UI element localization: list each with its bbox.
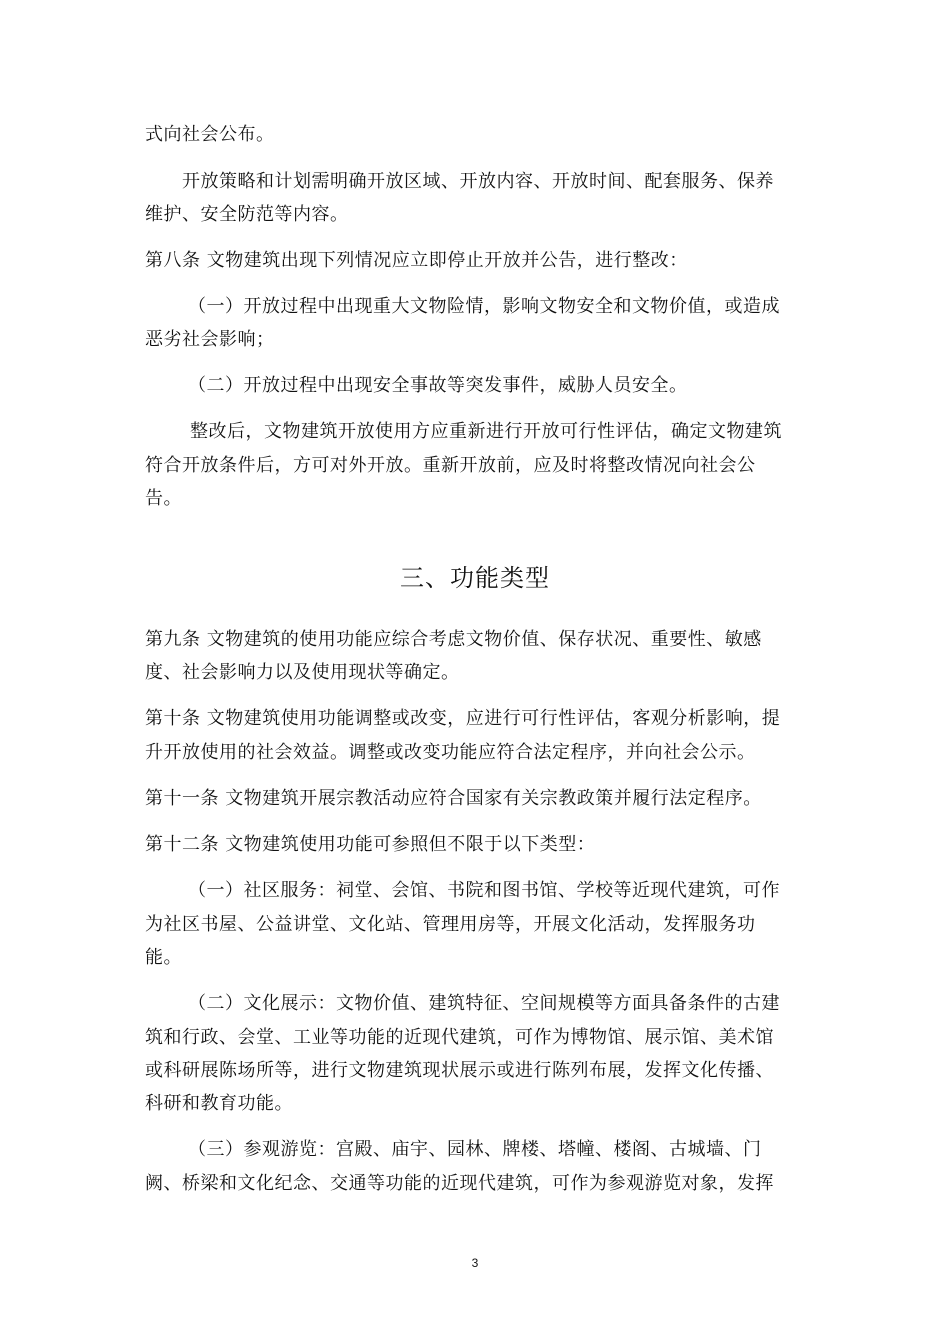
paragraph-line: 符合开放条件后，方可对外开放。重新开放前，应及时将整改情况向社会公 xyxy=(145,455,756,476)
list-item-line: （二）文化展示：文物价值、建筑特征、空间规模等方面具备条件的古建 xyxy=(188,993,780,1014)
list-item-line: （二）开放过程中出现安全事故等突发事件，威胁人员安全。 xyxy=(188,375,688,396)
article-line: 第九条 文物建筑的使用功能应综合考虑文物价值、保存状况、重要性、敏感 xyxy=(145,629,762,650)
paragraph-line: 告。 xyxy=(145,488,182,509)
section-heading: 三、功能类型 xyxy=(400,564,550,592)
paragraph-line: 开放策略和计划需明确开放区域、开放内容、开放时间、配套服务、保养 xyxy=(182,171,774,192)
article-heading-line: 第八条 文物建筑出现下列情况应立即停止开放并公告，进行整改： xyxy=(145,250,688,271)
list-item-line: 为社区书屋、公益讲堂、文化站、管理用房等，开展文化活动，发挥服务功 xyxy=(145,914,756,935)
list-item-line: （一）开放过程中出现重大文物险情，影响文物安全和文物价值，或造成 xyxy=(188,296,780,317)
list-item-line: 阙、桥梁和文化纪念、交通等功能的近现代建筑，可作为参观游览对象，发挥 xyxy=(145,1173,774,1194)
paragraph-line: 式向社会公布。 xyxy=(145,124,275,145)
article-line: 升开放使用的社会效益。调整或改变功能应符合法定程序，并向社会公示。 xyxy=(145,742,756,763)
paragraph-line: 维护、安全防范等内容。 xyxy=(145,204,349,225)
list-item-line: 科研和教育功能。 xyxy=(145,1093,293,1114)
list-item-line: 或科研展陈场所等，进行文物建筑现状展示或进行陈列布展，发挥文化传播、 xyxy=(145,1060,774,1081)
page-number: 3 xyxy=(471,1256,479,1270)
article-line: 度、社会影响力以及使用现状等确定。 xyxy=(145,662,460,683)
list-item-line: 恶劣社会影响； xyxy=(145,329,275,350)
list-item-line: 筑和行政、会堂、工业等功能的近现代建筑，可作为博物馆、展示馆、美术馆 xyxy=(145,1027,774,1048)
list-item-line: （三）参观游览：宫殿、庙宇、园林、牌楼、塔幢、楼阁、古城墙、门 xyxy=(188,1139,762,1160)
article-line: 第十二条 文物建筑使用功能可参照但不限于以下类型： xyxy=(145,834,596,855)
list-item-line: 能。 xyxy=(145,947,182,968)
list-item-line: （一）社区服务：祠堂、会馆、书院和图书馆、学校等近现代建筑，可作 xyxy=(188,880,780,901)
article-line: 第十一条 文物建筑开展宗教活动应符合国家有关宗教政策并履行法定程序。 xyxy=(145,788,762,809)
paragraph-line: 整改后，文物建筑开放使用方应重新进行开放可行性评估，确定文物建筑 xyxy=(190,421,782,442)
article-line: 第十条 文物建筑使用功能调整或改变，应进行可行性评估，客观分析影响，提 xyxy=(145,708,781,729)
